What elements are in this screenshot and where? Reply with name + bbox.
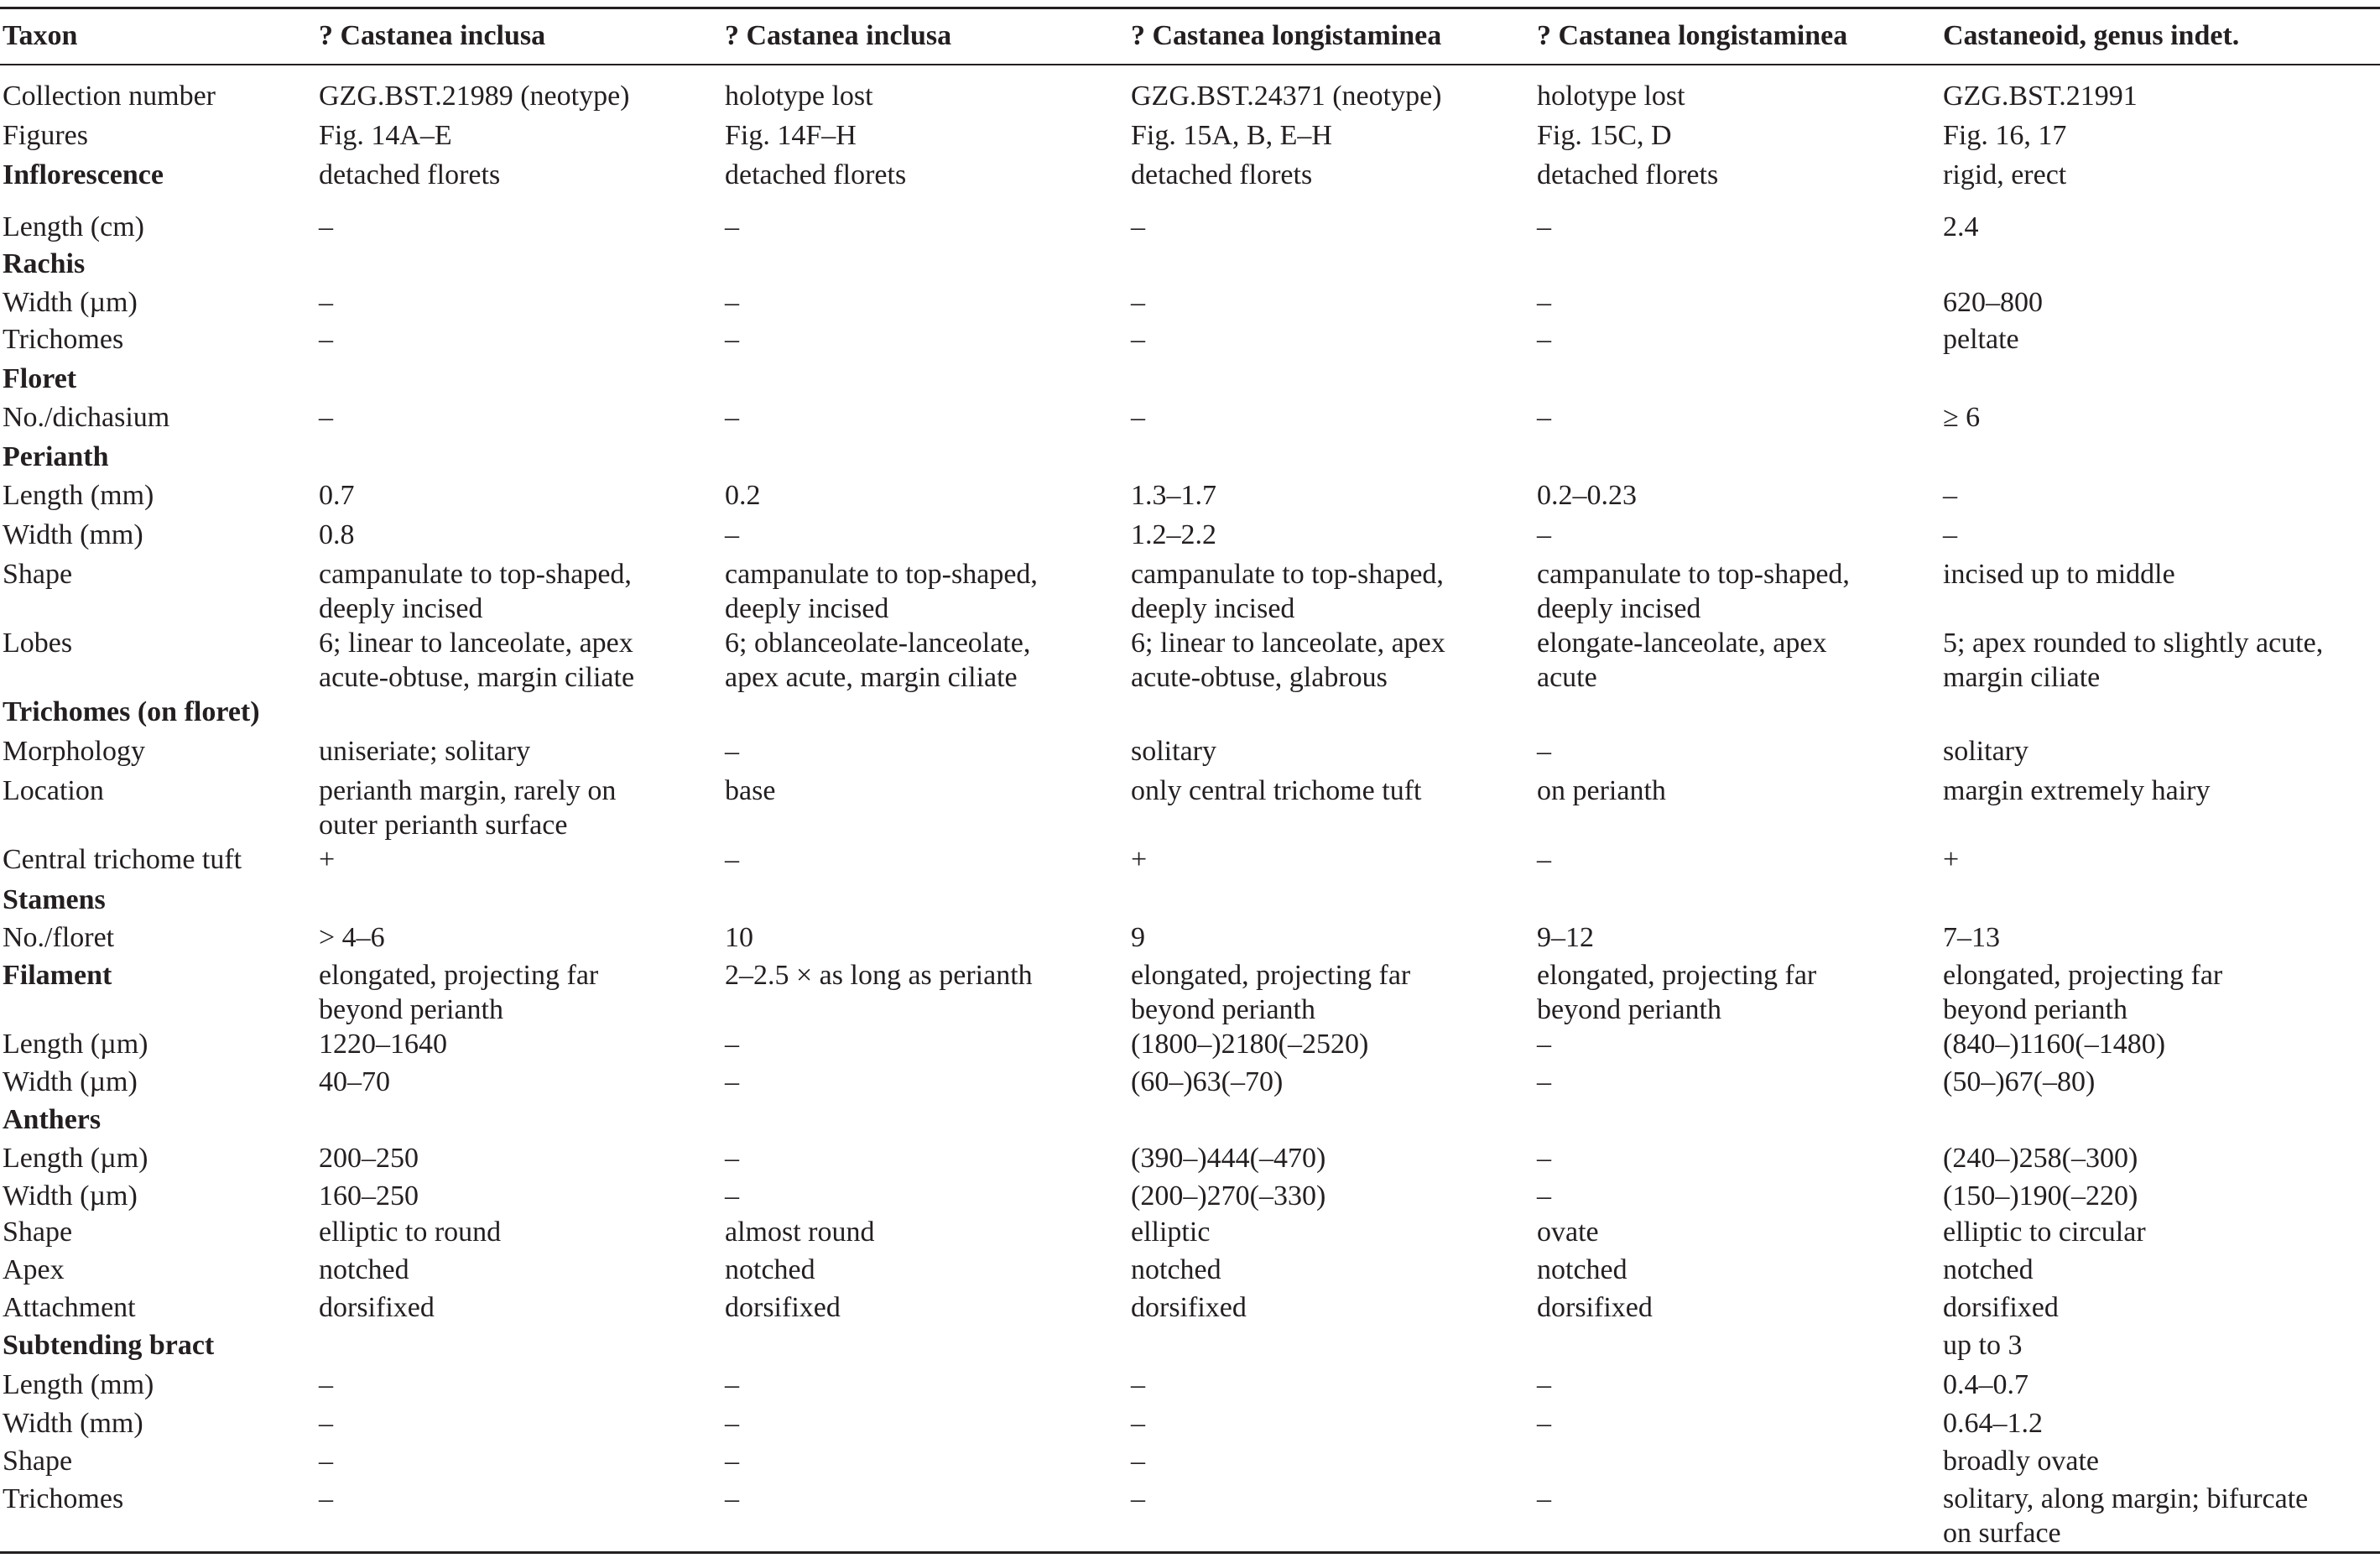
header-qualifier: ? (1131, 20, 1153, 51)
table-cell: Fig. 16, 17 (1943, 120, 2067, 151)
table-cell: on perianth (1537, 775, 1666, 806)
table-cell: peltate (1943, 324, 2019, 355)
table-cell: – (725, 1066, 739, 1097)
table-cell: GZG.BST.21991 (1943, 81, 2138, 112)
row-label: No./floret (3, 922, 115, 953)
table-cell: – (319, 1369, 333, 1400)
table-cell: – (1537, 402, 1551, 433)
header-col-2 (725, 18, 951, 53)
table-cell: broadly ovate (1943, 1446, 2099, 1477)
table-cell: (60–)63(–70) (1131, 1066, 1284, 1097)
table-cell: – (1537, 519, 1551, 550)
table-cell: almost round (725, 1217, 875, 1248)
table-cell: holotype lost (1537, 81, 1685, 112)
table-cell: + (1943, 844, 1960, 875)
table-cell: GZG.BST.24371 (neotype) (1131, 81, 1442, 112)
row-label: Attachment (3, 1292, 136, 1323)
table-cell: (50–)67(–80) (1943, 1066, 2096, 1097)
table-cell: (390–)444(–470) (1131, 1143, 1326, 1174)
table-cell: solitary (1131, 736, 1216, 767)
table-cell: – (1537, 1408, 1551, 1439)
table-cell: 6; linear to lanceolate, apex acute-obtuse, margin ciliate (319, 628, 635, 693)
table-cell: – (725, 1369, 739, 1400)
table-cell: – (1537, 736, 1551, 767)
header-col-1 (319, 18, 545, 53)
table-cell: 0.64–1.2 (1943, 1408, 2043, 1439)
table-cell: 5; apex rounded to slightly acute, margin ciliate (1943, 628, 2324, 693)
row-label: Collection number (3, 81, 216, 112)
row-label: Trichomes (3, 324, 124, 355)
row-label: Length (µm) (3, 1029, 148, 1060)
table-cell: – (1537, 1143, 1551, 1174)
table-cell: – (725, 844, 739, 875)
table-cell: – (725, 1029, 739, 1060)
table-cell: elongated, projecting far beyond perianth (1943, 960, 2223, 1025)
table-cell: Fig. 14A–E (319, 120, 452, 151)
row-label: Central trichome tuft (3, 844, 242, 875)
table-cell: – (1537, 844, 1551, 875)
table-cell: 1220–1640 (319, 1029, 447, 1060)
table-cell: elliptic to circular (1943, 1217, 2146, 1248)
table-cell: – (1537, 1180, 1551, 1211)
header-qualifier: ? (1537, 20, 1559, 51)
table-cell: notched (319, 1254, 409, 1285)
row-label: Shape (3, 1217, 73, 1248)
header-taxon-name: Castanea longistaminea (1152, 20, 1442, 51)
table-cell: – (725, 211, 739, 242)
header-taxon-name: Castanea inclusa (340, 20, 546, 51)
table-cell: – (725, 1483, 739, 1514)
table-cell: Fig. 15A, B, E–H (1131, 120, 1332, 151)
header-taxon-name: Castaneoid, genus indet. (1943, 20, 2240, 51)
table-cell: solitary (1943, 736, 2028, 767)
table-cell: campanulate to top-shaped, deeply incised (1537, 559, 1850, 624)
section-heading: Trichomes (on floret) (3, 696, 260, 727)
table-cell: rigid, erect (1943, 159, 2067, 190)
table-cell: perianth margin, rarely on outer perianth surface (319, 775, 617, 841)
row-label: Shape (3, 559, 73, 590)
table-cell: (1800–)2180(–2520) (1131, 1029, 1369, 1060)
table-cell: 6; linear to lanceolate, apex acute-obtuse, glabrous (1131, 628, 1445, 693)
section-heading: Floret (3, 363, 77, 394)
table-cell: margin extremely hairy (1943, 775, 2211, 806)
table-cell: – (319, 402, 333, 433)
table-cell: 10 (725, 922, 753, 953)
table-cell: – (1131, 1408, 1145, 1439)
table-cell: Fig. 15C, D (1537, 120, 1672, 151)
table-cell: Fig. 14F–H (725, 120, 857, 151)
table-cell: – (1537, 287, 1551, 318)
table-cell: elongated, projecting far beyond perianth (319, 960, 599, 1025)
row-label: Lobes (3, 628, 73, 659)
header-taxon: Taxon (3, 20, 78, 51)
table-cell: 6; oblanceolate-lanceolate, apex acute, margin ciliate (725, 628, 1031, 693)
section-heading: Filament (3, 960, 112, 991)
table-cell: – (319, 1408, 333, 1439)
table-cell: 1.2–2.2 (1131, 519, 1216, 550)
section-heading: Rachis (3, 248, 86, 279)
header-taxon-name: Castanea inclusa (746, 20, 952, 51)
row-label: Width (mm) (3, 519, 143, 550)
table-cell: – (725, 1408, 739, 1439)
table-cell: 40–70 (319, 1066, 390, 1097)
table-cell: – (1537, 1369, 1551, 1400)
table-cell: 620–800 (1943, 287, 2043, 318)
table-cell: elongate-lanceolate, apex acute (1537, 628, 1827, 693)
table-cell: uniseriate; solitary (319, 736, 531, 767)
table-cell: 0.8 (319, 519, 355, 550)
table-cell: detached florets (319, 159, 501, 190)
header-qualifier: ? (725, 20, 747, 51)
table-cell: – (1537, 1029, 1551, 1060)
header-col-3 (1131, 18, 1441, 53)
table-cell: – (1131, 1369, 1145, 1400)
table-cell: – (1131, 287, 1145, 318)
row-label: Length (mm) (3, 480, 154, 511)
table-cell: campanulate to top-shaped, deeply incised (319, 559, 632, 624)
row-label: Width (mm) (3, 1408, 143, 1439)
table-cell: (150–)190(–220) (1943, 1180, 2138, 1211)
table-cell: detached florets (725, 159, 907, 190)
table-cell: ≥ 6 (1943, 402, 1981, 433)
row-label: Length (µm) (3, 1143, 148, 1174)
table-cell: – (1131, 211, 1145, 242)
table-cell: – (1537, 324, 1551, 355)
table-cell: solitary, along margin; bifurcate on surface (1943, 1483, 2309, 1549)
table-cell: (840–)1160(–1480) (1943, 1029, 2166, 1060)
table-cell: – (319, 211, 333, 242)
table-cell: 2.4 (1943, 211, 1979, 242)
table-cell: – (1131, 402, 1145, 433)
table-cell: 2–2.5 × as long as perianth (725, 960, 1033, 991)
row-label: Trichomes (3, 1483, 124, 1514)
table-cell: 9–12 (1537, 922, 1594, 953)
table-cell: – (725, 1180, 739, 1211)
table-cell: – (319, 1483, 333, 1514)
table-cell: up to 3 (1943, 1330, 2023, 1361)
row-label: Length (cm) (3, 211, 144, 242)
header-col-5 (1943, 18, 2239, 53)
section-heading: Subtending bract (3, 1330, 215, 1361)
row-label: No./dichasium (3, 402, 170, 433)
section-heading: Perianth (3, 441, 109, 472)
table-cell: campanulate to top-shaped, deeply incised (725, 559, 1038, 624)
table-cell: – (1537, 211, 1551, 242)
table-cell: + (1131, 844, 1148, 875)
table-cell: dorsifixed (1537, 1292, 1653, 1323)
table-cell: campanulate to top-shaped, deeply incised (1131, 559, 1444, 624)
table-cell: – (1131, 1446, 1145, 1477)
table-cell: base (725, 775, 776, 806)
table-cell: 0.2 (725, 480, 761, 511)
table-cell: dorsifixed (1131, 1292, 1247, 1323)
row-label: Morphology (3, 736, 145, 767)
table-cell: + (319, 844, 336, 875)
table-header-rule (0, 64, 2380, 65)
table-cell: notched (1131, 1254, 1221, 1285)
table-cell: ovate (1537, 1217, 1599, 1248)
table-cell: dorsifixed (725, 1292, 841, 1323)
table-cell: – (1943, 519, 1957, 550)
table-cell: (200–)270(–330) (1131, 1180, 1326, 1211)
header-col-4 (1537, 18, 1847, 53)
table-cell: – (319, 287, 333, 318)
row-label: Shape (3, 1446, 73, 1477)
table-cell: elongated, projecting far beyond perianth (1537, 960, 1817, 1025)
table-cell: 0.7 (319, 480, 355, 511)
table-cell: – (1537, 1483, 1551, 1514)
table-cell: – (725, 736, 739, 767)
table-top-rule (0, 7, 2380, 9)
table-cell: only central trichome tuft (1131, 775, 1422, 806)
table-cell: dorsifixed (1943, 1292, 2059, 1323)
row-label: Width (µm) (3, 287, 138, 318)
table-cell: incised up to middle (1943, 559, 2175, 590)
table-cell: dorsifixed (319, 1292, 435, 1323)
table-cell: notched (1943, 1254, 2034, 1285)
row-label: Apex (3, 1254, 65, 1285)
table-cell: 1.3–1.7 (1131, 480, 1216, 511)
row-label: Length (mm) (3, 1369, 154, 1400)
table-cell: – (725, 402, 739, 433)
table-cell: 0.2–0.23 (1537, 480, 1637, 511)
table-cell: – (725, 519, 739, 550)
section-heading: Stamens (3, 884, 106, 915)
table-cell: – (1943, 480, 1957, 511)
table-cell: elliptic to round (319, 1217, 502, 1248)
table-cell: detached florets (1131, 159, 1313, 190)
table-cell: – (725, 1143, 739, 1174)
table-cell: 0.4–0.7 (1943, 1369, 2028, 1400)
section-heading: Anthers (3, 1104, 102, 1135)
header-taxon-name: Castanea longistaminea (1558, 20, 1848, 51)
table-cell: – (319, 1446, 333, 1477)
table-cell: > 4–6 (319, 922, 385, 953)
table-cell: – (725, 1446, 739, 1477)
table-cell: – (1131, 324, 1145, 355)
table-cell: 7–13 (1943, 922, 2000, 953)
table-cell: – (319, 324, 333, 355)
table-cell: detached florets (1537, 159, 1719, 190)
table-cell: – (1537, 1066, 1551, 1097)
table-cell: 160–250 (319, 1180, 419, 1211)
row-label: Figures (3, 120, 88, 151)
row-label: Location (3, 775, 104, 806)
table-cell: notched (725, 1254, 815, 1285)
row-label: Width (µm) (3, 1066, 138, 1097)
table-cell: – (1131, 1483, 1145, 1514)
table-cell: GZG.BST.21989 (neotype) (319, 81, 630, 112)
section-heading: Inflorescence (3, 159, 164, 190)
table-cell: elliptic (1131, 1217, 1211, 1248)
table-cell: – (725, 324, 739, 355)
table-cell: 200–250 (319, 1143, 419, 1174)
table-cell: notched (1537, 1254, 1627, 1285)
row-label: Width (µm) (3, 1180, 138, 1211)
table-cell: – (725, 287, 739, 318)
table-bottom-rule (0, 1551, 2380, 1554)
table-cell: (240–)258(–300) (1943, 1143, 2138, 1174)
table-cell: holotype lost (725, 81, 873, 112)
header-qualifier: ? (319, 20, 341, 51)
table-cell: elongated, projecting far beyond perianth (1131, 960, 1411, 1025)
table-cell: 9 (1131, 922, 1145, 953)
